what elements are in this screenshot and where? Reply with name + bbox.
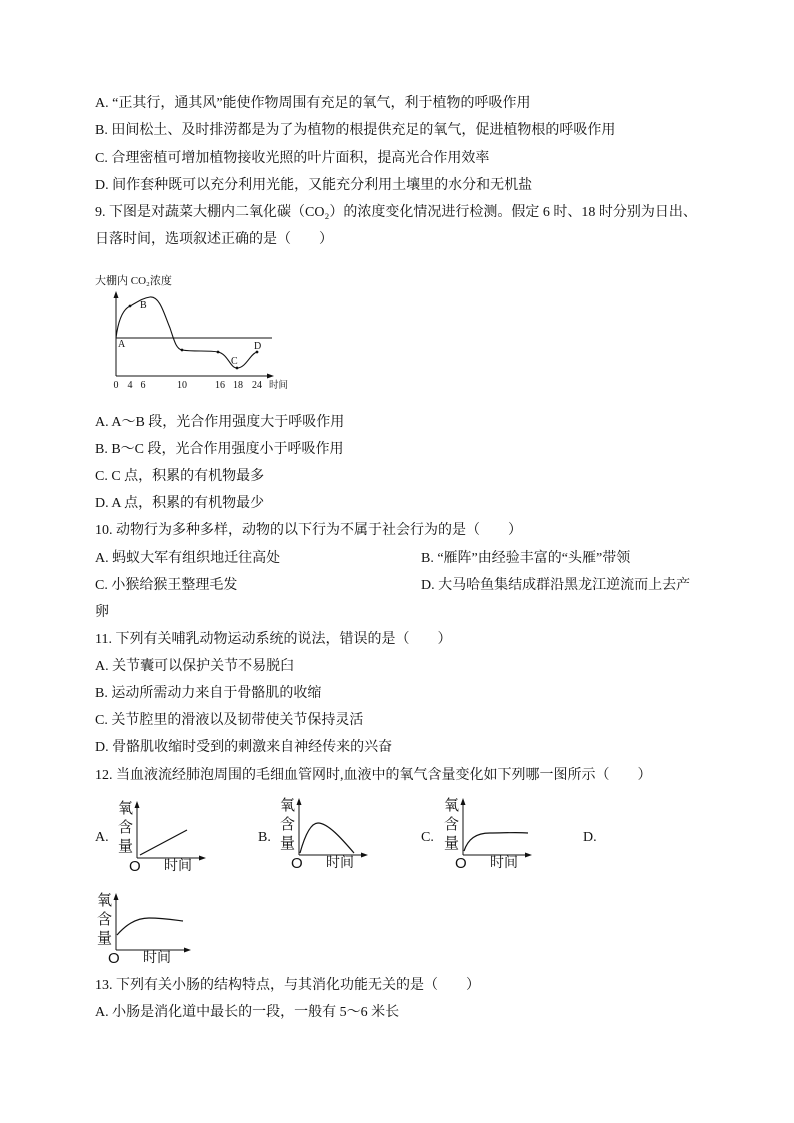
q12-graph-d [91, 888, 201, 973]
q12-option-label-c: C. [421, 830, 434, 845]
time-axis-label: 时间 [143, 951, 171, 966]
data-point [217, 351, 220, 354]
point-label-b: B [140, 300, 147, 311]
q8-option-d: D. 间作套种既可以充分利用光能，又能充分利用土壤里的水分和无机盐 [95, 178, 533, 193]
data-point [181, 349, 184, 352]
q11-option-d: D. 骨骼肌收缩时受到的刺激来自神经传来的兴奋 [95, 740, 393, 755]
origin-label: O [291, 855, 303, 872]
origin-label: O [129, 858, 141, 875]
chart-y-axis-label: 大棚内 CO₂浓度 [95, 275, 172, 287]
point-label-c: C [231, 356, 238, 367]
q11-option-a: A. 关节囊可以保护关节不易脱臼 [95, 659, 295, 674]
q11-stem: 11. 下列有关哺乳动物运动系统的说法，错误的是（ ） [95, 632, 452, 647]
q12-graph-c [438, 793, 548, 878]
q13-option-a: A. 小肠是消化道中最长的一段，一般有 5～6 米长 [95, 1005, 400, 1020]
x-tick-label: 0 [113, 380, 119, 391]
q11-option-c: C. 关节腔里的滑液以及韧带使关节保持灵活 [95, 713, 364, 728]
q10-option-c: C. 小猴给猴王整理毛发 [95, 578, 238, 593]
q12-option-label-b: B. [258, 830, 271, 845]
oxygen-content-axis-label: 氧含量 [118, 801, 134, 855]
q12-graph-b [274, 793, 384, 878]
origin-label: O [455, 855, 467, 872]
x-tick-label: 4 [127, 380, 133, 391]
x-tick-label: 16 [215, 380, 225, 391]
q10-option-b: B. “雁阵”由经验丰富的“头雁”带领 [421, 551, 631, 566]
oxygen-curve [464, 833, 528, 851]
graph-y-axis-arrow [135, 801, 140, 808]
q10-option-d-continuation: 卵 [95, 605, 109, 620]
chart-y-axis-arrow [114, 291, 119, 298]
q10-option-a: A. 蚂蚁大军有组织地迁往高处 [95, 551, 281, 566]
time-axis-label: 时间 [164, 859, 192, 874]
oxygen-content-axis-label: 氧含量 [97, 893, 113, 947]
q9-option-d: D. A 点，积累的有机物最少 [95, 496, 265, 511]
graph-x-axis-arrow [525, 853, 532, 858]
q12-option-label-d: D. [583, 830, 597, 845]
chart-x-axis-label: 时间 [269, 381, 289, 391]
origin-label: O [108, 950, 120, 967]
graph-y-axis-arrow [461, 798, 466, 805]
graph-x-axis-arrow [184, 948, 191, 953]
q9-option-a: A. A～B 段，光合作用强度大于呼吸作用 [95, 415, 345, 430]
data-point [129, 305, 132, 308]
q9-stem-line-2: 日落时间，选项叙述正确的是（ ） [95, 232, 333, 247]
q8-option-b: B. 田间松土、及时排涝都是为了为植物的根提供充足的氧气，促进植物根的呼吸作用 [95, 123, 616, 138]
q9-option-c: C. C 点，积累的有机物最多 [95, 469, 265, 484]
oxygen-content-axis-label: 氧含量 [444, 798, 460, 852]
q10-option-d: D. 大马哈鱼集结成群沿黑龙江逆流而上去产 [421, 578, 691, 593]
q9-option-b: B. B～C 段，光合作用强度小于呼吸作用 [95, 442, 344, 457]
q8-option-c: C. 合理密植可增加植物接收光照的叶片面积，提高光合作用效率 [95, 151, 490, 166]
q8-option-a: A. “正其行，通其风”能使作物周围有充足的氧气，利于植物的呼吸作用 [95, 96, 531, 111]
x-tick-label: 6 [140, 380, 146, 391]
time-axis-label: 时间 [326, 856, 354, 871]
point-label-d: D [254, 341, 262, 352]
time-axis-label: 时间 [490, 856, 518, 871]
q10-stem: 10. 动物行为多种多样，动物的以下行为不属于社会行为的是（ ） [95, 523, 522, 538]
chart-x-axis-arrow [267, 374, 274, 379]
x-tick-label: 10 [177, 380, 187, 391]
graph-y-axis-arrow [114, 893, 119, 900]
x-tick-label: 24 [252, 380, 262, 391]
data-point [236, 367, 239, 370]
q13-stem: 13. 下列有关小肠的结构特点，与其消化功能无关的是（ ） [95, 978, 480, 993]
q9-stem-line-1: 9. 下图是对蔬菜大棚内二氧化碳（CO₂）的浓度变化情况进行检测。假定 6 时、18 时分别为日出、 [95, 205, 697, 220]
co2-concentration-chart [90, 270, 300, 395]
point-label-a: A [118, 339, 126, 350]
oxygen-curve [140, 830, 187, 855]
oxygen-curve [117, 918, 183, 935]
graph-x-axis-arrow [361, 853, 368, 858]
co2-chart-canvas [90, 270, 300, 395]
oxygen-content-axis-label: 氧含量 [280, 798, 296, 852]
x-tick-label: 18 [233, 380, 243, 391]
q11-option-b: B. 运动所需动力来自于骨骼肌的收缩 [95, 686, 322, 701]
q12-graph-a [112, 796, 222, 881]
q12-option-label-a: A. [95, 830, 109, 845]
graph-x-axis-arrow [199, 856, 206, 861]
oxygen-curve [300, 823, 354, 853]
q12-stem: 12. 当血液流经肺泡周围的毛细血管网时,血液中的氧气含量变化如下列哪一图所示（ ） [95, 768, 652, 783]
graph-y-axis-arrow [297, 798, 302, 805]
